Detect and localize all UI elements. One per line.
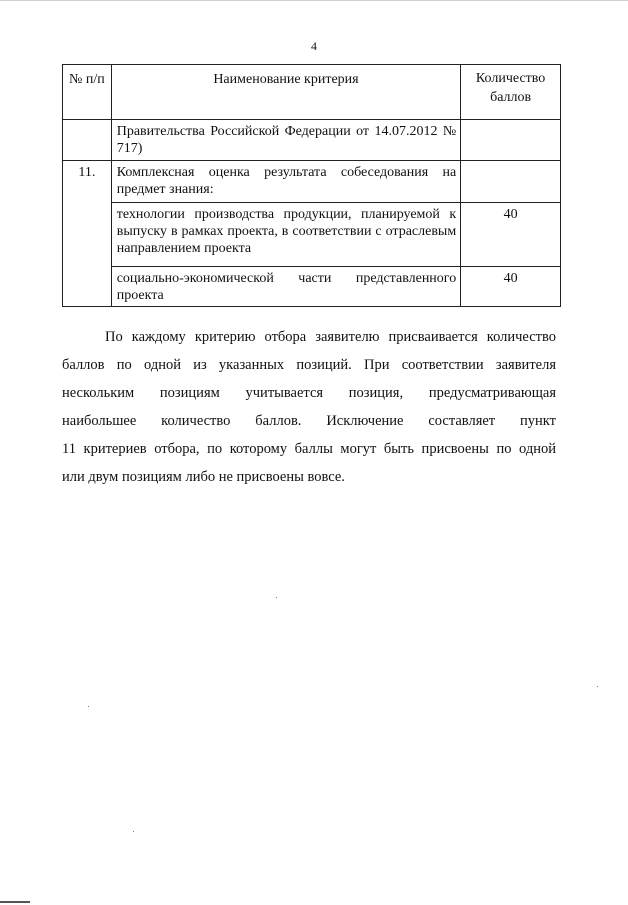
criterion-name: Правительства Российской Федерации от 14.07.2012 № 717) [111, 120, 461, 161]
criteria-table [62, 64, 561, 307]
paragraph-line: наибольшее количество баллов. Исключение составляет пункт [62, 413, 556, 429]
criterion-score [461, 120, 561, 161]
criterion-name: технологии производства продукции, планируемой к выпуску в рамках проекта, в соответствии с отраслевым направлением проекта [111, 203, 461, 267]
scan-edge [0, 0, 628, 1]
header-criterion-name: Наименование критерия [111, 65, 461, 120]
scan-speck [133, 831, 134, 832]
paragraph-line: 11 критериев отбора, по которому баллы могут быть присвоены по одной [62, 441, 556, 457]
scan-speck [597, 686, 598, 687]
table-row [63, 120, 561, 161]
table-row [63, 267, 561, 307]
scan-edge-mark [0, 901, 30, 903]
paragraph-line: баллов по одной из указанных позиций. При соответствии заявителя [62, 357, 556, 373]
scan-speck [276, 597, 277, 598]
criterion-name: Комплексная оценка результата собеседования на предмет знания: [111, 161, 461, 203]
header-score: Количество баллов [461, 65, 561, 120]
header-number: № п/п [63, 65, 112, 120]
paragraph-line: По каждому критерию отбора заявителю присваивается количество [105, 329, 556, 345]
row-number [63, 120, 112, 161]
table-row [63, 161, 561, 203]
table-header-row [63, 65, 561, 120]
criterion-score: 40 [461, 203, 561, 267]
criterion-score: 40 [461, 267, 561, 307]
criterion-name: социально-экономической части представленного проекта [111, 267, 461, 307]
scan-speck [88, 706, 89, 707]
paragraph-line: нескольким позициям учитывается позиция, предусматривающая [62, 385, 556, 401]
row-number: 11. [63, 161, 112, 307]
criterion-score [461, 161, 561, 203]
page-number: 4 [311, 39, 317, 53]
paragraph-line: или двум позициям либо не присвоены вовсе. [62, 469, 345, 485]
body-paragraph [62, 323, 556, 491]
table-row [63, 203, 561, 267]
